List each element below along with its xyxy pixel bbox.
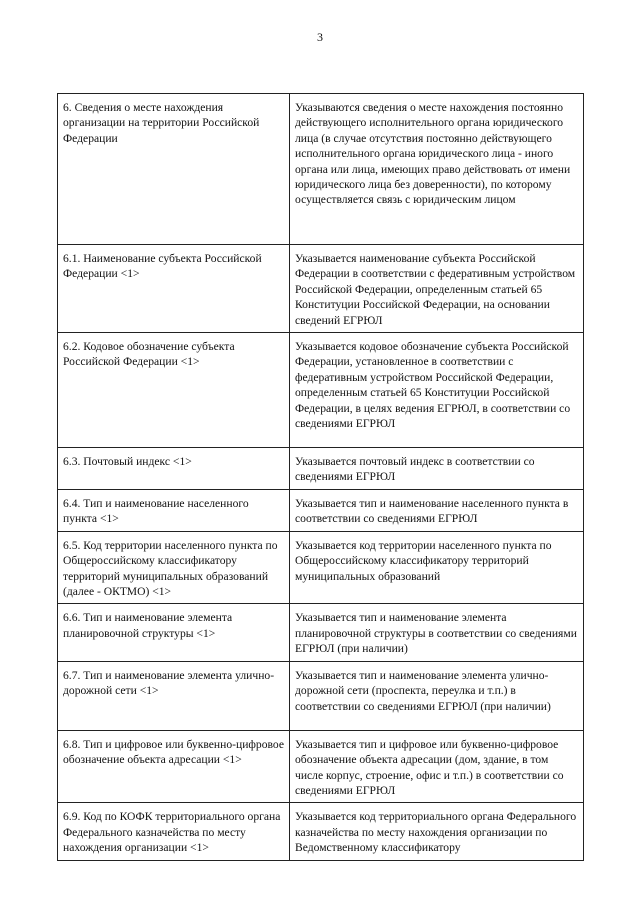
field-description-cell: Указывается кодовое обозначение субъекта Российской Федерации, установленное в соответствии с федеративным устройством Российской Федерации, определенным статьей 65 Конституции Российской Федерации, в целях ведения ЕГРЮЛ, в соответствии со сведениями ЕГРЮЛ bbox=[290, 333, 584, 448]
field-description-cell: Указывается код территориального органа Федерального казначейства по месту нахождения организации по Ведомственному классификатору bbox=[290, 803, 584, 861]
field-description-cell: Указывается тип и наименование элемента улично-дорожной сети (проспекта, переулка и т.п.) в соответствии со сведениями ЕГРЮЛ (при наличии) bbox=[290, 661, 584, 730]
table-row bbox=[58, 531, 584, 604]
field-description-cell: Указывается тип и наименование населенного пункта в соответствии со сведениями ЕГРЮЛ bbox=[290, 490, 584, 532]
table-row bbox=[58, 730, 584, 803]
page-number: 3 bbox=[317, 30, 323, 44]
field-description-cell: Указывается тип и цифровое или буквенно-цифровое обозначение объекта адресации (дом, здание, в том числе корпус, строение, офис и т.п.) в соответствии со сведениями ЕГРЮЛ bbox=[290, 730, 584, 803]
field-name-cell: 6.8. Тип и цифровое или буквенно-цифровое обозначение объекта адресации <1> bbox=[58, 730, 290, 803]
field-description-cell: Указывается наименование субъекта Российской Федерации в соответствии с федеративным устройством Российской Федерации, определенным статьей 65 Конституции Российской Федерации, на основании сведений ЕГРЮЛ bbox=[290, 245, 584, 333]
field-name-cell: 6.6. Тип и наименование элемента планировочной структуры <1> bbox=[58, 604, 290, 661]
field-name-cell: 6.5. Код территории населенного пункта по Общероссийскому классификатору территорий муниципальных образований (далее - ОКТМО) <1> bbox=[58, 531, 290, 604]
field-description-cell: Указывается код территории населенного пункта по Общероссийскому классификатору территорий муниципальных образований bbox=[290, 531, 584, 604]
field-name-cell: 6.3. Почтовый индекс <1> bbox=[58, 448, 290, 490]
table-row bbox=[58, 333, 584, 448]
field-name-cell: 6.2. Кодовое обозначение субъекта Российской Федерации <1> bbox=[58, 333, 290, 448]
field-name-cell: 6.1. Наименование субъекта Российской Федерации <1> bbox=[58, 245, 290, 333]
field-description-cell: Указываются сведения о месте нахождения постоянно действующего исполнительного органа юридического лица (в случае отсутствия постоянно действующего исполнительного органа юридического лица - иного органа или лица, имеющих право действовать от имени юридического лица без доверенности), по которому осуществляется связь с юридическим лицом bbox=[290, 94, 584, 245]
field-name-cell: 6. Сведения о месте нахождения организации на территории Российской Федерации bbox=[58, 94, 290, 245]
field-name-cell: 6.4. Тип и наименование населенного пункта <1> bbox=[58, 490, 290, 532]
table-row bbox=[58, 448, 584, 490]
field-name-cell: 6.7. Тип и наименование элемента улично-дорожной сети <1> bbox=[58, 661, 290, 730]
field-description-cell: Указывается почтовый индекс в соответствии со сведениями ЕГРЮЛ bbox=[290, 448, 584, 490]
table-row bbox=[58, 604, 584, 661]
table-row bbox=[58, 490, 584, 532]
table-row bbox=[58, 661, 584, 730]
field-description-cell: Указывается тип и наименование элемента планировочной структуры в соответствии со сведениями ЕГРЮЛ (при наличии) bbox=[290, 604, 584, 661]
table-row bbox=[58, 245, 584, 333]
requirements-table bbox=[57, 93, 584, 861]
table-row bbox=[58, 94, 584, 245]
table-row bbox=[58, 803, 584, 861]
field-name-cell: 6.9. Код по КОФК территориального органа Федерального казначейства по месту нахождения организации <1> bbox=[58, 803, 290, 861]
